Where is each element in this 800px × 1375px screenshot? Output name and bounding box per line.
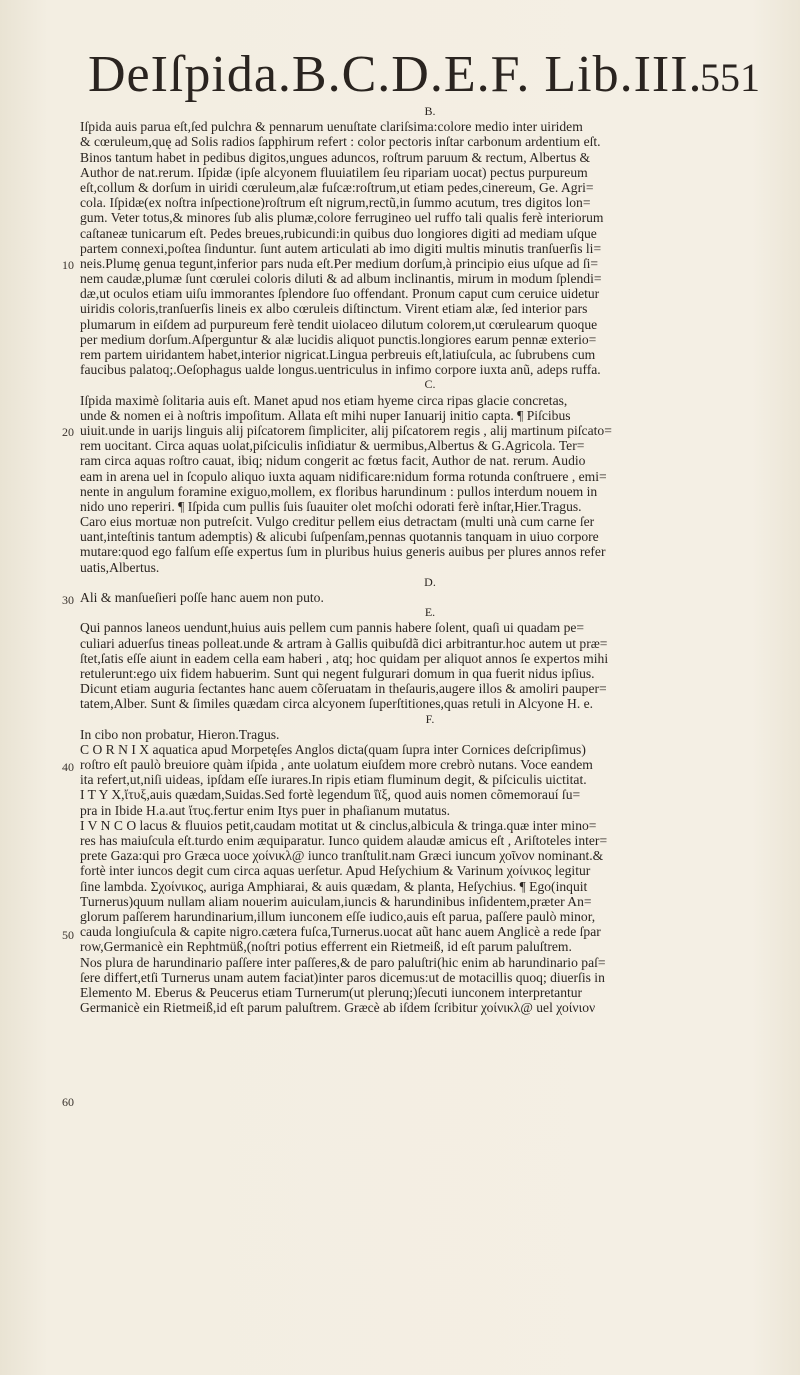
text-line: Nos plura de harundinario paſſere inter paſſeres,& de paro paluſtri(hic enim ab harundinario paſ=: [80, 954, 606, 970]
text-line: pra in Ibide H.a.aut ἴτυς.fertur enim Itys puer in phaſianum mutatus.: [80, 802, 451, 818]
margin-line-number: 50: [62, 928, 74, 942]
text-line: culiari aduerſus tineas polleat.unde & artram à Gallis quibuſdã dici arbitrantur.hoc autem ut præ=: [80, 635, 608, 651]
text-line: cola. Iſpidæ(ex noſtra inſpectione)roſtrum eſt nigrum,rectũ,in ſummo acutum, tres digitos lon=: [80, 195, 591, 211]
text-line: partem connexi,poſtea ſinduntur. ſunt autem articulati ab imo digiti multis minutis tranſuerſis li=: [80, 240, 602, 256]
text-line: I V N C O lacus & fluuios petit,caudam motitat ut & cinclus,albicula & tringa.quæ inter mino=: [80, 817, 597, 833]
text-line: Qui pannos laneos uendunt,huius auis pellem cum pannis habere ſolent, quaſi ui quadam pe=: [80, 620, 585, 636]
section-d-text: [80, 590, 780, 605]
text-line: ſere differt,etſi Turnerus unam autem faciat)inter paros dicemus:ut de motacillis quoq; diuerſis in: [80, 969, 605, 985]
section-letter-f: F.: [425, 711, 435, 726]
text-line: rem partem uiridantem habet,interior nigricat.Lingua perbreuis eſt,latiuſcula, ac ſubrubens cum: [80, 347, 596, 362]
text-line: mutare:quod ego falſum eſſe expertus ſum in pluribus huius generis auibus per plures annos refer: [80, 544, 606, 560]
text-line: Turnerus)quum nullam aliam nouerim auiculam,iuncis & harundinibus inſidentem,præter An=: [80, 893, 592, 909]
text-line: Iſpida maximè ſolitaria auis eſt. Manet apud nos etiam hyeme circa ripas glacie concretas,: [80, 392, 568, 408]
text-line: ſine lambda. Σχοίνικος, auriga Amphiarai, & auis quædam, & planta, Heſychius. ¶ Ego(inquit: [80, 878, 588, 894]
text-line: nente in angulum foramine exiguo,mollem, ex floribus harundinum : pullos interdum nouem in: [80, 483, 598, 499]
text-line: I T Y X,ἴτυξ,auis quædam,Suidas.Sed fortè legendum ἴϊξ, quod auis nomen cõmemorauí ſu=: [80, 787, 581, 803]
text-line: & cœruleum,quę ad Solis radios ſapphirum refert : color pectoris inſtar carbonum ardentium eſt.: [80, 134, 601, 150]
text-line: prete Gaza:qui pro Græca uoce χοίνικλ@ iunco tranſtulit.nam Græci iuncum χοῖνον nominant.&: [80, 848, 604, 864]
text-line: glorum paſſerem harundinarium,illum iunconem eſſe iudico,auis eſt parua, paſſere paulò minor,: [80, 908, 596, 924]
text-line: tatem,Alber. Sunt & ſimiles quædam circa alcyonem ſuperſtitiones,quas retuli in Alcyone H. e.: [80, 696, 594, 712]
margin-line-number: 20: [62, 425, 74, 439]
section-letter-e: E.: [424, 605, 436, 620]
section-c-text: [80, 393, 780, 575]
margin-line-number: 10: [62, 258, 74, 272]
text-line: uatis,Albertus.: [80, 559, 160, 575]
text-line: retulerunt:ego uix fidem habuerim. Sunt qui negent fulgurari domum in qua fuerit nidus ipſius.: [80, 665, 595, 681]
text-line: faucibus palatoq;.Oeſophagus ualde longus.uentriculus in infimo corpore iuxta anũ, adeps ruffa.: [80, 362, 601, 378]
text-line: cauda longiuſcula & capite nigro.cætera fuſca,Turnerus.uocat aũt hanc auem Anglicè a rede ſpar: [80, 924, 601, 940]
text-line: uiridis coloris,tranſuerſis lineis ex albo cœruleis diſtinctum. Virent etiam alæ, ſed interior pars: [80, 301, 588, 317]
page-header: [88, 40, 760, 110]
text-line: row,Germanicè ein Rephtmüß,(noſtri potius efferrent ein Rietmeiß, id eſt parum paluſtrem.: [80, 939, 572, 955]
margin-line-number: 40: [62, 760, 74, 774]
text-line: uant,inteſtinis tantum ademptis) & alicubi ſuſpenſam,pennas quotannis tanquam in uiuo corpore: [80, 529, 599, 545]
text-line: nido uno reperiri. ¶ Iſpida cum pullis ſuis ſuauiter olet moſchi odorati ferè inſtar,Hier.Tragus.: [80, 498, 582, 514]
text-line: caſtaneæ tunicarum eſt. Pedes breues,rubicundi:in quibus duo longiores digiti ad mediam uſque: [80, 225, 597, 241]
text-line: Iſpida auis parua eſt,ſed pulchra & pennarum uenuſtate clariſsima:colore medio inter uiridem: [80, 119, 583, 135]
text-line: plumarum in eiſdem ad purpureum ferè tendit uiolaceo dilutum colorem,ut cœrulearum quoque: [80, 316, 598, 332]
section-letter-b: B.: [424, 104, 436, 118]
text-line: dæ,ut oculos etiam uiſu immorantes ſplendore ſuo offendant. Pronum caput cum ceruice uidetur: [80, 286, 600, 302]
section-e-text: [80, 620, 780, 711]
text-line: Binos tantum habet in pedibus digitos,ungues aduncos, roſtrum paruum & rectum, Albertus &: [80, 149, 591, 165]
text-line: Germanicè ein Rietmeiß,id eſt parum paluſtrem. Græcè ab iſdem ſcribitur χοίνικλ@ uel χοίνιον: [80, 1000, 596, 1016]
text-line: Author de nat.rerum. Iſpidæ (ipſe alcyonem fluuiatilem ſeu ripariam uocat) pectus purpureum: [80, 164, 588, 180]
text-line: gum. Veter totus,& minores ſub alis plumæ,colore ferrugineo uel ruffo tali qualis ferè interiorum: [80, 210, 604, 226]
text-line: rem uocitant. Circa aquas uolat,piſciculis inſidiatur & uermibus,Albertus & G.Agricola. Ter=: [80, 438, 585, 454]
text-line: nem caudæ,plumæ ſunt cœrulei coloris diluti & ad album inclinantis, mirum in modum ſplendi=: [80, 271, 602, 287]
page-body: [80, 104, 780, 1015]
text-line: eam in arena uel in ſcopulo aliquo iuxta aquam nidificare:nidum forma rotunda conſtruere , emi=: [80, 468, 607, 484]
text-line: res has maiuſcula eſt.turdo enim æquiparatur. Iunco quidem alaudæ amicus eſt , Ariſtoteles inter=: [80, 833, 608, 848]
page-number: 551: [700, 55, 760, 100]
text-line: unde & nomen ei à noſtris impoſitum. Allata eſt mihi nuper Ianuarij initio capta. ¶ Piſcibus: [80, 407, 571, 423]
margin-line-number: 60: [62, 1095, 74, 1109]
section-b-text: [80, 119, 780, 377]
section-letter-c: C.: [424, 377, 436, 392]
text-line: Ali & manſueſieri poſſe hanc auem non puto.: [80, 590, 324, 605]
text-line: uiuit.unde in uarijs linguis alij piſcatorem ſimpliciter, alij piſcatorem regis , alij martinum piſcato=: [80, 422, 612, 438]
section-f-text: [80, 727, 780, 1016]
text-line: Caro eius mortuæ non putreſcit. Vulgo creditur pellem eius detractam (multi unà cum carne ſer: [80, 514, 595, 530]
text-line: roſtro eſt paulò breuiore quàm iſpida , ante uolatum eiuſdem more crebrò nutans. Voce eandem: [80, 757, 593, 773]
text-line: C O R N I X aquatica apud Morpetęſes Anglos dicta(quam ſupra inter Cornices deſcripſimus): [80, 741, 586, 757]
section-letter-d: D.: [424, 574, 436, 589]
text-line: Dicunt etiam auguria ſectantes hanc auem cõſeruatam in theſauris,augere illos & amoliri pauper=: [80, 681, 607, 697]
text-line: ſtet,ſatis eſſe aiunt in eadem cella eam haberi , atq; hoc quidam per aliquot annos ſe expertos mihi: [80, 650, 609, 666]
text-line: per medium dorſum.Aſperguntur & alæ lucidis aliquot punctis.longiores earum pennæ exterio=: [80, 331, 597, 347]
text-line: eſt,collum & dorſum in uiridi cœruleum,alæ fuſcæ:roſtrum,ut etiam pedes,cinereum, Ge. Agri=: [80, 179, 594, 195]
text-line: ram circa aquas roſtro cauat, ibiq; nidum congerit ac fœtus facit, Author de nat. rerum. Audio: [80, 453, 586, 469]
text-line: neis.Plumę genua tegunt,inferior pars nuda eſt.Per medium dorſum,à principio eius uſque ad ſi=: [80, 255, 599, 271]
text-line: Elemento M. Eberus & Peucerus etiam Turnerum(ut plerunq;)ſecuti iunconem interpretantur: [80, 984, 583, 1000]
running-title: DeIſpida.B.C.D.E.F. Lib.III.: [88, 46, 703, 103]
text-line: fortè inter iuncos degit cum circa aquas uerſetur. Apud Heſychium & Varinum χοίνικος legitur: [80, 863, 591, 879]
text-line: In cibo non probatur, Hieron.Tragus.: [80, 726, 280, 742]
margin-line-number: 30: [62, 593, 74, 607]
text-line: ita refert,ut,niſi uideas, ipſdam eſſe iurares.In ripis etiam fluminum degit, & piſciculis uictitat.: [80, 772, 587, 788]
